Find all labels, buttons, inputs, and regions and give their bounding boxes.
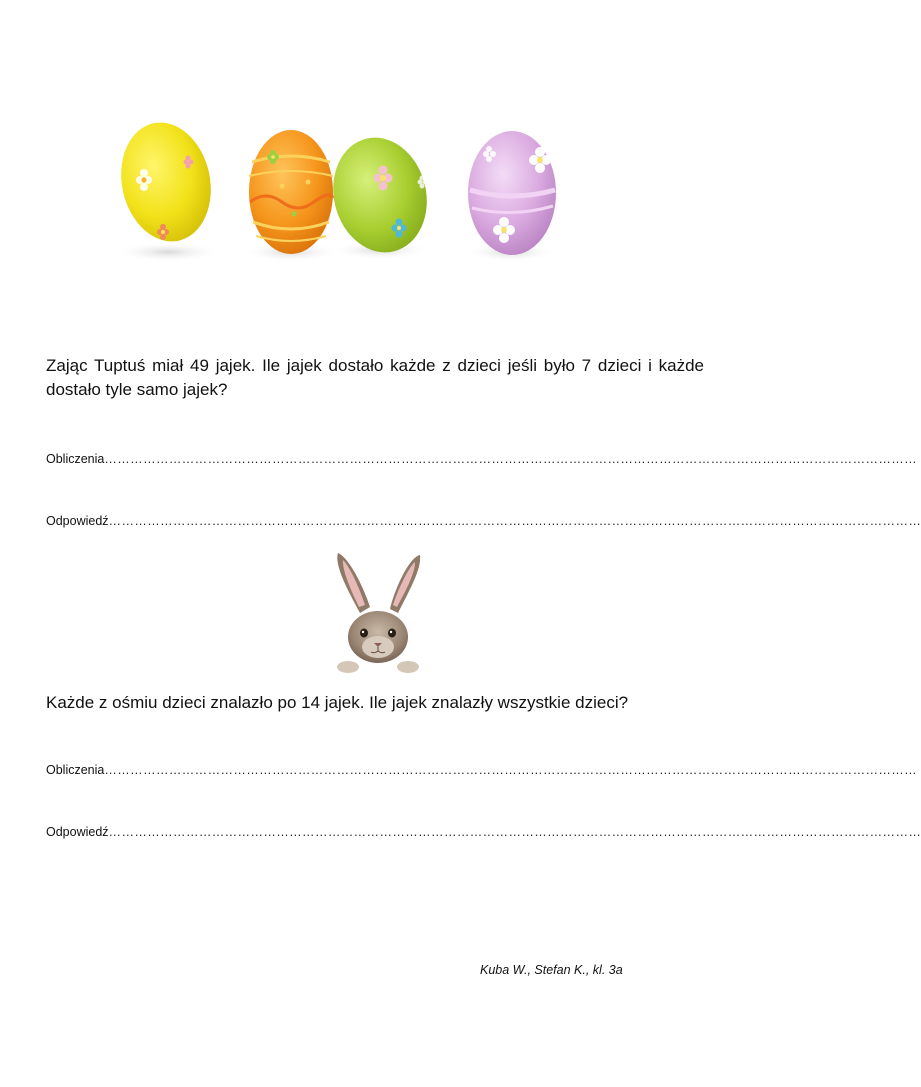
green-egg	[321, 128, 438, 263]
task-1-question: Zając Tuptuś miał 49 jajek. Ile jajek dostało każde z dzieci jeśli było 7 dzieci i każde dostało tyle samo jajek?	[46, 356, 704, 399]
rabbit-image	[326, 547, 430, 675]
task-1-answer-line[interactable]	[46, 513, 921, 529]
answer-dots: ………………………………………………………………………………………………………………………………………………………………………	[108, 825, 921, 839]
task-2-answer-label: Odpowiedź	[46, 825, 109, 839]
yellow-egg	[110, 114, 221, 250]
task-2-question: Każde z ośmiu dzieci znalazło po 14 jajek. Ile jajek znalazły wszystkie dzieci?	[46, 693, 629, 712]
answer-dots: ………………………………………………………………………………………………………………………………………………………………………	[104, 452, 918, 466]
task-2-calculations-label: Obliczenia	[46, 763, 105, 777]
task-1-answer-label: Odpowiedź	[46, 514, 109, 528]
task-2-answer-line[interactable]	[46, 824, 921, 840]
task-1-calculations-label: Obliczenia	[46, 452, 105, 466]
pink-egg	[468, 131, 556, 255]
answer-dots: ………………………………………………………………………………………………………………………………………………………………………	[108, 514, 921, 528]
orange-egg	[249, 130, 333, 254]
author-credit: Kuba W., Stefan K., kl. 3a	[480, 963, 623, 977]
easter-eggs-image	[46, 110, 634, 275]
task-2-calculations-line[interactable]	[46, 762, 918, 778]
answer-dots: ………………………………………………………………………………………………………………………………………………………………………	[104, 763, 918, 777]
task-1-calculations-line[interactable]	[46, 451, 918, 467]
